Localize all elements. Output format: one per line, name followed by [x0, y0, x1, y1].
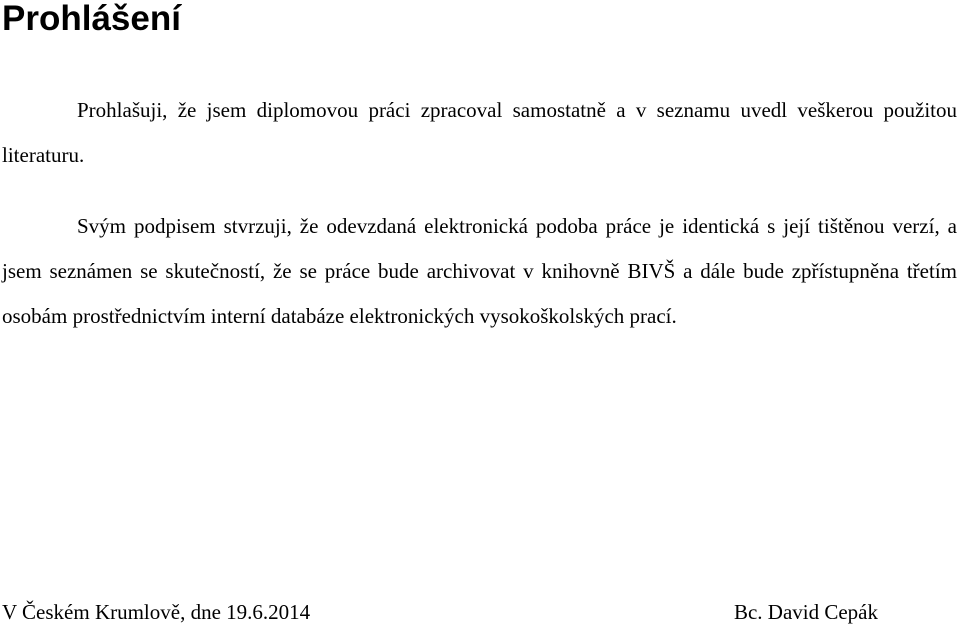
place-and-date: V Českém Krumlově, dne 19.6.2014 [2, 600, 311, 624]
declaration-paragraph-authorship: Prohlašuji, že jsem diplomovou práci zpracoval samostatně a v seznamu uvedl veškerou použitou literaturu. [2, 98, 957, 167]
author-name: Bc. David Cepák [733, 600, 878, 624]
declaration-paragraph-consent: Svým podpisem stvrzuji, že odevzdaná elektronická podoba práce je identická s její tištěnou verzí, a jsem seznámen se skutečností, že se práce bude archivovat v knihovně BIVŠ a dále bude zpřístupněna třetím osobám prostřednictvím interní databáze elektronických vysokoškolských prací. [2, 214, 957, 328]
signature-block [2, 590, 878, 634]
page-title: Prohlášení [2, 0, 181, 38]
